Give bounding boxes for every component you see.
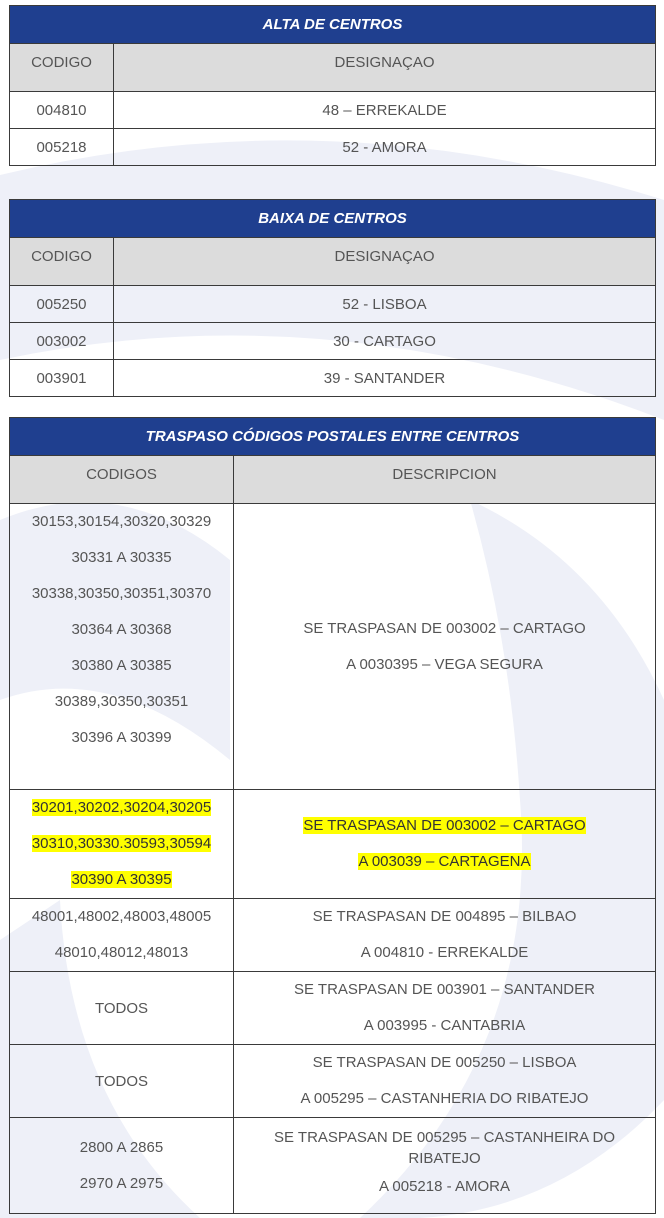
postal-code-range: 48001,48002,48003,48005 — [31, 908, 212, 925]
postal-code-range: TODOS — [94, 1072, 149, 1090]
traspaso-header-codigos: CODIGOS — [10, 456, 234, 504]
transfer-from: SE TRASPASAN DE 004895 – BILBAO — [312, 908, 577, 925]
transfer-from: SE TRASPASAN DE 005250 – LISBOA — [312, 1054, 577, 1071]
postal-code-range: 30201,30202,30204,30205 — [31, 799, 212, 816]
alta-title: ALTA DE CENTROS — [10, 6, 656, 44]
description-cell — [234, 504, 656, 790]
postal-code-range: 48010,48012,48013 — [54, 944, 189, 961]
alta-table — [9, 5, 656, 166]
postal-code-range: 2970 A 2975 — [79, 1174, 164, 1192]
codes-cell — [10, 972, 234, 1045]
table-row — [10, 1045, 656, 1118]
table-row — [10, 92, 656, 129]
baixa-header-codigo: CODIGO — [10, 238, 114, 286]
description-cell — [234, 1118, 656, 1214]
postal-code-range: 30389,30350,30351 — [54, 693, 189, 710]
baixa-designacao: 30 - CARTAGO — [114, 323, 656, 360]
transfer-from: SE TRASPASAN DE 003901 – SANTANDER — [294, 981, 595, 998]
alta-header-codigo: CODIGO — [10, 44, 114, 92]
codes-cell — [10, 899, 234, 972]
postal-code-range: 30338,30350,30351,30370 — [31, 585, 212, 602]
postal-code-range: 30331 A 30335 — [71, 549, 172, 566]
transfer-from: SE TRASPASAN DE 003002 – CARTAGO — [303, 817, 586, 834]
table-row — [10, 323, 656, 360]
transfer-to: A 005295 – CASTANHERIA DO RIBATEJO — [300, 1090, 589, 1107]
description-cell — [234, 790, 656, 899]
transfer-to: A 005218 - AMORA — [379, 1177, 510, 1195]
baixa-codigo: 003002 — [10, 323, 114, 360]
table-row — [10, 360, 656, 397]
baixa-designacao: 52 - LISBOA — [114, 286, 656, 323]
postal-code-range: 30396 A 30399 — [71, 729, 172, 746]
postal-code-range: 30153,30154,30320,30329 — [31, 513, 212, 530]
transfer-to: A 0030395 – VEGA SEGURA — [346, 655, 543, 673]
transfer-to: A 003039 – CARTAGENA — [358, 853, 531, 870]
table-row — [10, 972, 656, 1045]
postal-code-range: TODOS — [94, 999, 149, 1017]
table-row — [10, 790, 656, 899]
baixa-title: BAIXA DE CENTROS — [10, 200, 656, 238]
transfer-to: A 004810 - ERREKALDE — [360, 944, 529, 961]
transfer-from: SE TRASPASAN DE 003002 – CARTAGO — [303, 619, 586, 637]
traspaso-header-descripcion: DESCRIPCION — [234, 456, 656, 504]
alta-designacao: 52 - AMORA — [114, 129, 656, 166]
postal-code-range: 30364 A 30368 — [71, 621, 172, 638]
alta-codigo: 004810 — [10, 92, 114, 129]
transfer-to: A 003995 - CANTABRIA — [363, 1017, 526, 1034]
description-cell — [234, 972, 656, 1045]
alta-header-designacao: DESIGNAÇAO — [114, 44, 656, 92]
transfer-from: SE TRASPASAN DE 005295 – CASTANHEIRA DO RIBATEJO — [274, 1128, 615, 1167]
traspaso-table — [9, 417, 656, 1214]
table-row — [10, 1118, 656, 1214]
description-cell — [234, 1045, 656, 1118]
postal-code-range: 2800 A 2865 — [79, 1138, 164, 1156]
baixa-codigo: 005250 — [10, 286, 114, 323]
codes-cell — [10, 790, 234, 899]
baixa-codigo: 003901 — [10, 360, 114, 397]
postal-code-range: 30310,30330.30593,30594 — [31, 835, 212, 852]
codes-cell — [10, 504, 234, 790]
table-row — [10, 286, 656, 323]
postal-code-range: 30390 A 30395 — [71, 871, 172, 888]
description-cell — [234, 899, 656, 972]
table-row — [10, 129, 656, 166]
table-row — [10, 504, 656, 790]
codes-cell — [10, 1045, 234, 1118]
table-row — [10, 899, 656, 972]
baixa-table — [9, 199, 656, 397]
baixa-header-designacao: DESIGNAÇAO — [114, 238, 656, 286]
postal-code-range: 30380 A 30385 — [71, 657, 172, 674]
baixa-designacao: 39 - SANTANDER — [114, 360, 656, 397]
traspaso-title: TRASPASO CÓDIGOS POSTALES ENTRE CENTROS — [10, 418, 656, 456]
alta-codigo: 005218 — [10, 129, 114, 166]
alta-designacao: 48 – ERREKALDE — [114, 92, 656, 129]
codes-cell — [10, 1118, 234, 1214]
